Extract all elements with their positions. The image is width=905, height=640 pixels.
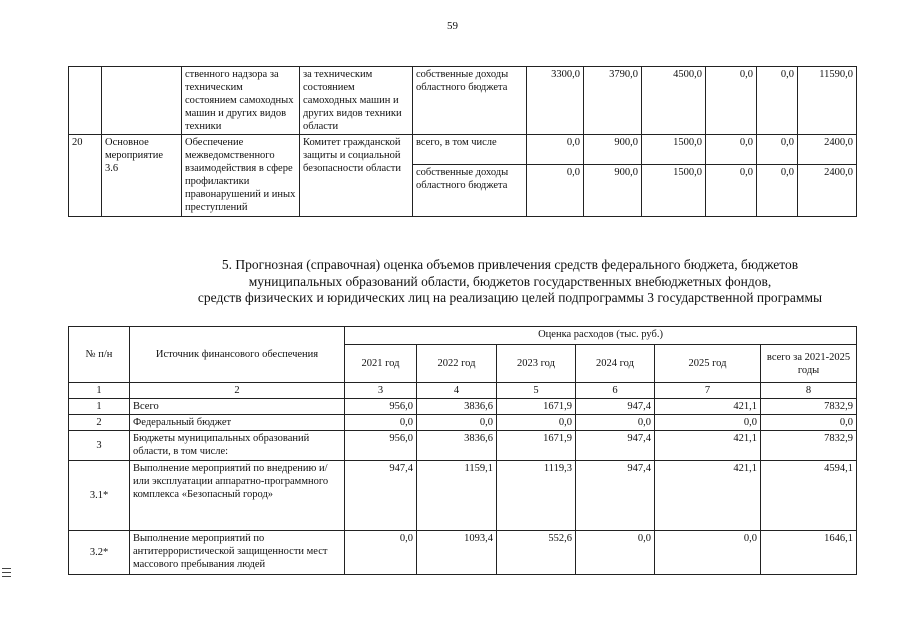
header-year-2021: 2021 год <box>345 345 417 383</box>
value-2021: 0,0 <box>527 165 584 217</box>
value-2023: 1500,0 <box>642 135 706 165</box>
row-source: Федеральный бюджет <box>130 415 345 431</box>
value-2022: 1093,4 <box>417 531 497 575</box>
value-2025: 0,0 <box>757 135 798 165</box>
value-2024: 947,4 <box>576 431 655 461</box>
row-source: Всего <box>130 399 345 415</box>
heading-line-2: муниципальных образований области, бюджетов государственных внебюджетных фондов, <box>248 273 772 289</box>
value-2022: 900,0 <box>584 135 642 165</box>
value-2022: 3836,6 <box>417 399 497 415</box>
table-row <box>69 399 857 415</box>
value-total: 2400,0 <box>798 135 857 165</box>
index-cell: 5 <box>497 383 576 399</box>
table-row <box>69 431 857 461</box>
index-cell: 3 <box>345 383 417 399</box>
value-2023: 1671,9 <box>497 399 576 415</box>
header-year-2023: 2023 год <box>497 345 576 383</box>
value-2025: 421,1 <box>655 431 761 461</box>
table-row <box>69 415 857 431</box>
heading-line-3: средств физических и юридических лиц на реализацию целей подпрограммы 3 государственной программы <box>197 290 823 305</box>
value-total: 7832,9 <box>761 399 857 415</box>
row-source: Бюджеты муниципальных образований области, в том числе: <box>130 431 345 461</box>
header-total: всего за 2021-2025 годы <box>761 345 857 383</box>
value-2024: 0,0 <box>706 165 757 217</box>
header-row <box>69 327 857 345</box>
row-num <box>69 67 102 135</box>
index-row <box>69 383 857 399</box>
executor: Комитет гражданской защиты и социальной безопасности области <box>300 135 413 217</box>
header-num: № п/н <box>69 327 130 383</box>
value-2021: 0,0 <box>527 135 584 165</box>
value-total: 4594,1 <box>761 461 857 531</box>
top-funding-table <box>68 66 857 217</box>
row-num: 3.2* <box>69 531 130 575</box>
header-year-2022: 2022 год <box>417 345 497 383</box>
index-cell: 4 <box>417 383 497 399</box>
estimate-table <box>68 326 857 575</box>
value-total: 0,0 <box>761 415 857 431</box>
funding-source: собственные доходы областного бюджета <box>413 165 527 217</box>
value-2024: 0,0 <box>706 67 757 135</box>
value-2025: 0,0 <box>757 165 798 217</box>
value-2021: 956,0 <box>345 399 417 415</box>
header-year-2024: 2024 год <box>576 345 655 383</box>
value-2024: 0,0 <box>706 135 757 165</box>
row-source: Выполнение мероприятий по антитеррористической защищенности мест массового пребывания людей <box>130 531 345 575</box>
event-name <box>102 67 182 135</box>
header-source: Источник финансового обеспечения <box>130 327 345 383</box>
row-source: Выполнение мероприятий по внедрению и/или эксплуатации аппаратно-программного комплекса «Безопасный город» <box>130 461 345 531</box>
section-heading <box>100 257 905 307</box>
value-total: 2400,0 <box>798 165 857 217</box>
value-2021: 0,0 <box>345 415 417 431</box>
value-2022: 3836,6 <box>417 431 497 461</box>
value-2024: 0,0 <box>576 531 655 575</box>
value-2022: 1159,1 <box>417 461 497 531</box>
row-num: 1 <box>69 399 130 415</box>
row-num: 20 <box>69 135 102 217</box>
event-description: ственного надзора за техническим состоянием самоходных машин и других видов техники <box>182 67 300 135</box>
funding-source: всего, в том числе <box>413 135 527 165</box>
value-2023: 1119,3 <box>497 461 576 531</box>
index-cell: 1 <box>69 383 130 399</box>
value-2025: 421,1 <box>655 461 761 531</box>
row-num: 2 <box>69 415 130 431</box>
funding-source: собственные доходы областного бюджета <box>413 67 527 135</box>
executor: за техническим состоянием самоходных машин и других видов техники области <box>300 67 413 135</box>
value-2022: 900,0 <box>584 165 642 217</box>
value-2025: 0,0 <box>655 531 761 575</box>
value-2021: 3300,0 <box>527 67 584 135</box>
event-description: Обеспечение межведомственного взаимодействия в сфере профилактики правонарушений и иных преступлений <box>182 135 300 217</box>
value-2022: 0,0 <box>417 415 497 431</box>
table-row <box>69 461 857 531</box>
value-2023: 4500,0 <box>642 67 706 135</box>
value-total: 11590,0 <box>798 67 857 135</box>
index-cell: 7 <box>655 383 761 399</box>
table-row <box>69 67 857 135</box>
value-2021: 947,4 <box>345 461 417 531</box>
value-2024: 947,4 <box>576 399 655 415</box>
event-name: Основное мероприятие 3.6 <box>102 135 182 217</box>
value-2023: 1500,0 <box>642 165 706 217</box>
value-2024: 0,0 <box>576 415 655 431</box>
value-total: 1646,1 <box>761 531 857 575</box>
page-number: 59 <box>447 20 458 32</box>
index-cell: 8 <box>761 383 857 399</box>
index-cell: 6 <box>576 383 655 399</box>
header-group: Оценка расходов (тыс. руб.) <box>345 327 857 345</box>
value-2025: 0,0 <box>757 67 798 135</box>
row-num: 3.1* <box>69 461 130 531</box>
index-cell: 2 <box>130 383 345 399</box>
value-2025: 0,0 <box>655 415 761 431</box>
value-2024: 947,4 <box>576 461 655 531</box>
value-2021: 0,0 <box>345 531 417 575</box>
table-row <box>69 531 857 575</box>
header-year-2025: 2025 год <box>655 345 761 383</box>
value-2021: 956,0 <box>345 431 417 461</box>
value-2025: 421,1 <box>655 399 761 415</box>
heading-line-1: 5. Прогнозная (справочная) оценка объемов привлечения средств федерального бюджета, бюджетов <box>221 257 799 272</box>
table-row <box>69 135 857 165</box>
value-total: 7832,9 <box>761 431 857 461</box>
value-2023: 1671,9 <box>497 431 576 461</box>
row-num: 3 <box>69 431 130 461</box>
value-2023: 0,0 <box>497 415 576 431</box>
value-2022: 3790,0 <box>584 67 642 135</box>
scan-margin-mark <box>2 568 11 582</box>
value-2023: 552,6 <box>497 531 576 575</box>
